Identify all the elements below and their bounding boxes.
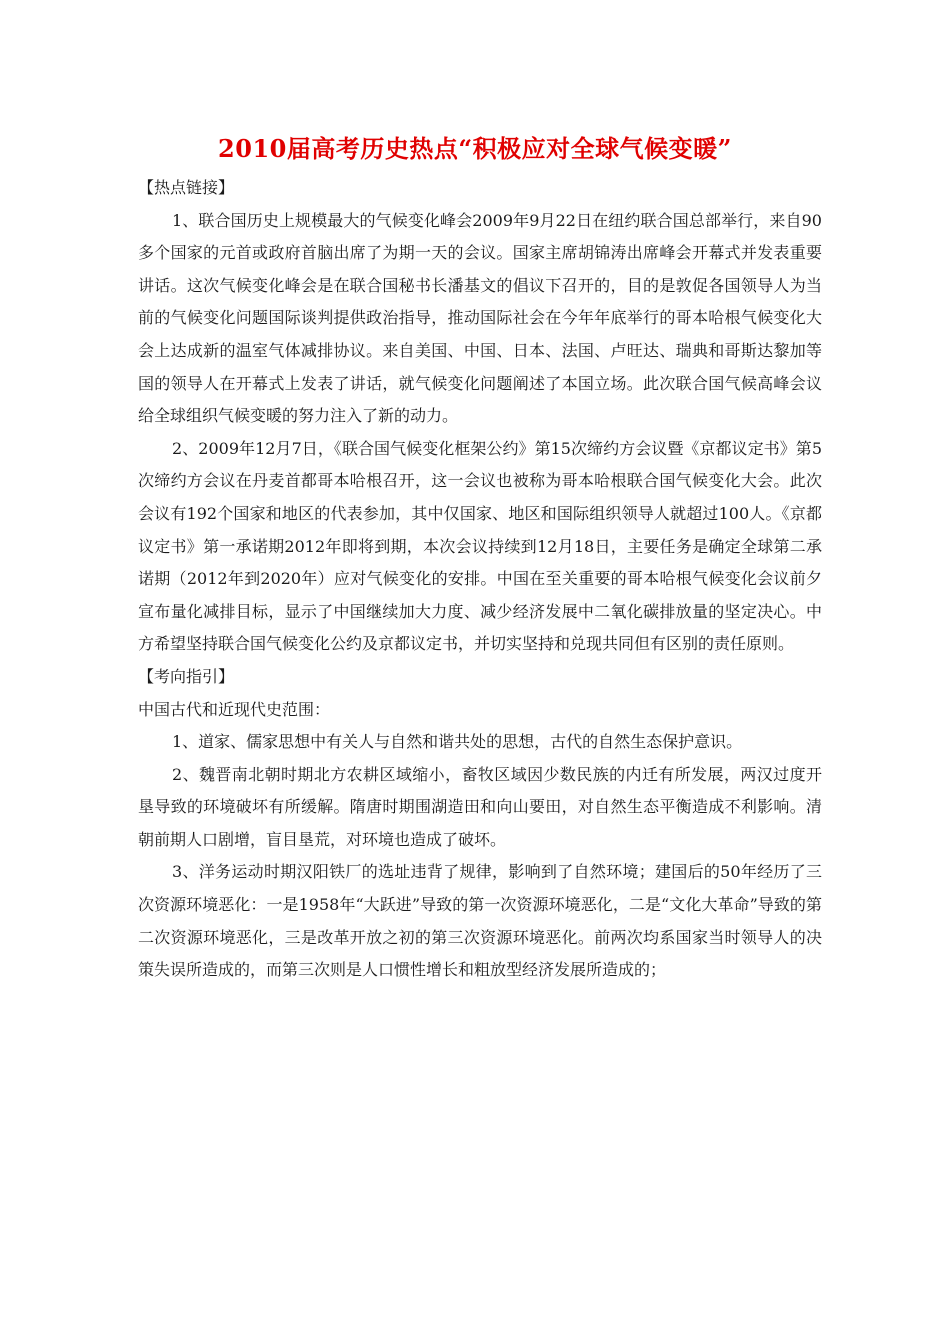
- section-heading-hot-links: 【热点链接】: [138, 178, 235, 197]
- paragraph-guide-3: 3、洋务运动时期汉阳铁厂的选址违背了规律，影响到了自然环境；建国后的50年经历了三次资源环境恶化：一是1958年“大跃进”导致的第一次资源环境恶化，二是“文化大革命”导致的第二次资源环境恶化，三是改革开放之初的第三次资源环境恶化。前两次均系国家当时领导人的决策失误所造成的，而第三次则是人口惯性增长和粗放型经济发展所造成的；: [138, 862, 822, 980]
- paragraph-climate-summit: 1、联合国历史上规模最大的气候变化峰会2009年9月22日在纽约联合国总部举行，来自90多个国家的元首或政府首脑出席了为期一天的会议。国家主席胡锦涛出席峰会开幕式并发表重要讲话。这次气候变化峰会是在联合国秘书长潘基文的倡议下召开的，目的是敦促各国领导人为当前的气候变化问题国际谈判提供政治指导，推动国际社会在今年年底举行的哥本哈根气候变化大会上达成新的温室气体减排协议。来自美国、中国、日本、法国、卢旺达、瑞典和哥斯达黎加等国的领导人在开幕式上发表了讲话，就气候变化问题阐述了本国立场。此次联合国气候高峰会议给全球组织气候变暖的努力注入了新的动力。: [138, 210, 822, 426]
- document-title: 2010届高考历史热点“积极应对全球气候变暖”: [218, 134, 732, 163]
- section-heading-exam-guide: 【考向指引】: [138, 666, 235, 686]
- paragraph-guide-1: 1、道家、儒家思想中有关人与自然和谐共处的思想，古代的自然生态保护意识。: [172, 732, 743, 752]
- paragraph-copenhagen-conference: 2、2009年12月7日，《联合国气候变化框架公约》第15次缔约方会议暨《京都议定书》第5次缔约方会议在丹麦首都哥本哈根召开，这一会议也被称为哥本哈根联合国气候变化大会。此次会议有192个国家和地区的代表参加，其中仅国家、地区和国际组织领导人就超过100人。《京都议定书》第一承诺期2012年即将到期，本次会议持续到12月18日，主要任务是确定全球第二承诺期（2012年到2020年）应对气候变化的安排。中国在至关重要的哥本哈根气候变化会议前夕宣布量化减排目标，显示了中国继续加大力度、减少经济发展中二氧化碳排放量的坚定决心。中方希望坚持联合国气候变化公约及京都议定书，并切实坚持和兑现共同但有区别的责任原则。: [138, 438, 822, 654]
- paragraph-scope-intro: 中国古代和近现代史范围：: [138, 699, 331, 719]
- paragraph-guide-2: 2、魏晋南北朝时期北方农耕区域缩小，畜牧区域因少数民族的内迁有所发展，两汉过度开垦导致的环境破坏有所缓解。隋唐时期围湖造田和向山要田，对自然生态平衡造成不利影响。清朝前期人口剧增，盲目垦荒，对环境也造成了破坏。: [138, 764, 822, 849]
- document-body: [138, 172, 822, 987]
